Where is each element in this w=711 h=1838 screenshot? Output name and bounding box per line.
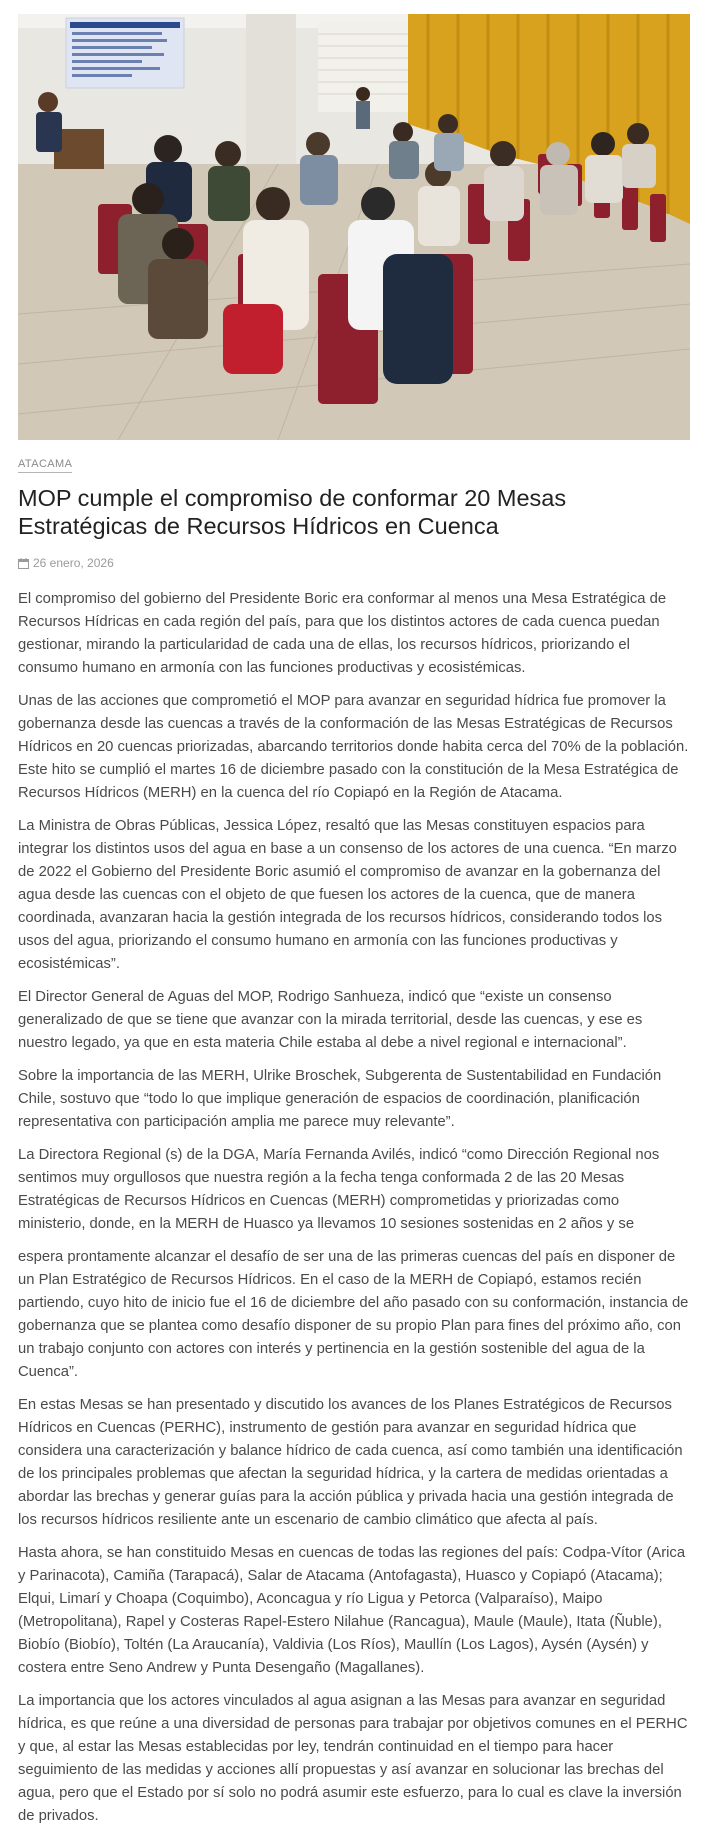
article-title: MOP cumple el compromiso de conformar 20 Mesas Estratégicas de Recursos Hídricos en Cuenca [18,485,567,539]
paragraph-6: La Directora Regional (s) de la DGA, María Fernanda Avilés, indicó “como Dirección Regional nos sentimos muy orgullosos que nuestra región a la fecha tenga conformada 2 de las 20 Mesas Estratégicas de Recursos Hídricos en Cuencas (MERH) comprometidas y priorizadas como ministerio, donde, en la MERH de Huasco ya llevamos 10 sesiones sostenidas en 2 años y se [18,1147,660,1232]
paragraph-10: La importancia que los actores vinculados al agua asignan a las Mesas para avanzar en seguridad hídrica, es que reúne a una diversidad de personas para trabajar por objetivos comunes en el PERHC y que, al estar las Mesas establecidas por ley, tendrán continuidad en el tiempo para hacer seguimiento de las medidas y acciones allí propuestas y así avanzar en solucionar las brechas del agua, pero que el Estado por sí solo no podrá asumir este esfuerzo, para lo cual es clave la inversión de privados. [18,1693,688,1824]
article-date-row [18,556,114,570]
paragraph-3: La Ministra de Obras Públicas, Jessica López, resaltó que las Mesas constituyen espacios para integrar los distintos usos del agua en base a un consenso de los actores de una cuenca. “En marzo de 2022 el Gobierno del Presidente Boric asumió el compromiso de avanzar en la gobernanza del agua desde las cuencas con el objeto de que fuesen los actores de la cuenca, que de manera coordinada, avanzaran hacia la gestión integrada de los recursos hídricos, considerando todos los usos del agua, priorizando el consumo humano en armonía con las funciones productivas y ecosistémicas”. [18,818,677,972]
category-link[interactable]: ATACAMA [18,458,72,473]
article-photo [18,14,690,440]
paragraph-5: Sobre la importancia de las MERH, Ulrike Broschek, Subgerenta de Sustentabilidad en Fundación Chile, sostuvo que “todo lo que implique generación de espacios de coordinación, planificación representativa con participación amplia me parece muy relevante”. [18,1068,662,1130]
calendar-icon [18,558,29,569]
meeting-photo-illustration [18,14,690,440]
article-body [18,588,690,1838]
paragraph-1: El compromiso del gobierno del Presidente Boric era conformar al menos una Mesa Estratégica de Recursos Hídricas en cada región del país, para que los distintos actores de cada cuenca puedan gestionar, mirando la particularidad de cada una de ellas, los recursos hídricos, priorizando el consumo humano en armonía con las funciones productivas y ecosistémicas. [18,591,667,676]
paragraph-8: En estas Mesas se han presentado y discutido los avances de los Planes Estratégicos de Recursos Hídricos en Cuencas (PERHC), instrumento de gestión para avanzar en seguridad hídrica que considera una caracterización y balance hídrico de cada cuenca, así como también una identificación de los principales problemas que afectan la seguridad hídrica, y la cartera de medidas orientadas a abordar las brechas y generar guías para la acción pública y privada hacia una gestión integrada de los recursos hídricos resiliente ante un escenario de cambio climático que afecta al país. [18,1397,683,1528]
paragraph-9: Hasta ahora, se han constituido Mesas en cuencas de todas las regiones del país: Codpa-Vítor (Arica y Parinacota), Camiña (Tarapacá), Salar de Atacama (Antofagasta), Huasco y Copiapó (Atacama); Elqui, Limarí y Choapa (Coquimbo), Aconcagua y río Ligua y Petorca (Valparaíso), Maipo (Metropolitana), Rapel y Costeras Rapel-Estero Nilahue (Rancagua), Maule (Maule), Itata (Ñuble), Biobío (Biobío), Toltén (La Araucanía), Valdivia (Los Ríos), Maullín (Los Lagos), Aysén (Aysén) y costera entre Seno Andrew y Punta Desengaño (Magallanes). [18,1545,686,1676]
paragraph-7: espera prontamente alcanzar el desafío de ser una de las primeras cuencas del país en disponer de un Plan Estratégico de Recursos Hídricos. En el caso de la MERH de Copiapó, estamos recién partiendo, cuyo hito de inicio fue el 16 de diciembre del año pasado con su conformación, instancia de gobernanza que se plantea como desafío disponer de su propio Plan para fines del próximo año, con un trabajo conjunto con actores con interés y pertinencia en la gestión sostenible del agua de la Cuenca”. [18,1249,689,1380]
paragraph-4: El Director General de Aguas del MOP, Rodrigo Sanhueza, indicó que “existe un consenso generalizado de que se tiene que avanzar con la mirada territorial, desde las cuencas, y ese es nuestro legado, ya que en esta materia Chile estaba al debe a nivel regional e internacional”. [18,989,643,1051]
article-date: 26 enero, 2026 [33,556,114,570]
paragraph-2: Unas de las acciones que comprometió el MOP para avanzar en seguridad hídrica fue promover la gobernanza desde las cuencas a través de la conformación de las Mesas Estratégicas de Recursos Hídricos en 20 cuencas priorizadas, abarcando territorios donde habita cerca del 70% de la población. Este hito se cumplió el martes 16 de diciembre pasado con la constitución de la Mesa Estratégica de Recursos Hídricos (MERH) en la cuenca del río Copiapó en la Región de Atacama. [18,693,689,801]
